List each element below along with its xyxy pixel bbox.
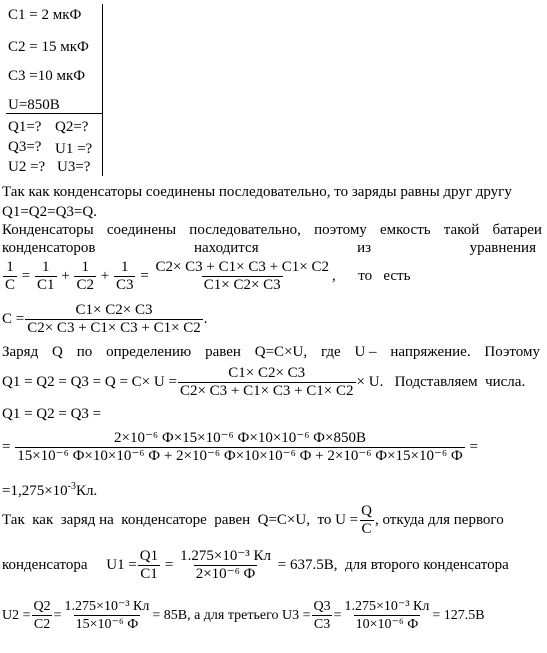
word: из xyxy=(357,240,372,256)
text-line-2: Q1=Q2=Q3=Q. xyxy=(2,204,97,220)
fraction: $\frac{1}{C1}$ xyxy=(36,259,55,293)
u1-line: конденсатора U1 = $\frac{Q1}{C1}$ = $\frac{\text{1.275×10⁻³ Кл}}{\text{2×10⁻⁶ Ф}}$ = 637.5В , для второго конденсатора xyxy=(2,548,509,582)
word: Q=C×U, xyxy=(254,344,308,360)
fraction: $\frac{Q3}{C3}$ xyxy=(313,599,331,632)
equation-numeric: = 2×10⁻⁶ Ф×15×10⁻⁶ Ф×10×10⁻⁶ Ф×850В 15×10⁻⁶ Ф×10×10⁻⁶ Ф + 2×10⁻⁶ Ф×10×10⁻⁶ Ф + 2×10⁻⁶ Ф×15×10⁻⁶ Ф = xyxy=(2,430,478,464)
given-c2: C2 = 15 мкФ xyxy=(8,39,89,55)
given-c1: C1 = 2 мкФ xyxy=(8,7,82,23)
voltage-definition-line xyxy=(2,503,504,538)
word: емкость xyxy=(380,222,431,238)
text-line-3 xyxy=(2,222,542,239)
find-u1: U1 =? xyxy=(55,141,93,157)
word: находится xyxy=(193,240,259,256)
c-lhs: C = xyxy=(2,311,25,327)
result-line xyxy=(2,482,97,500)
given-c3: C3 =10 мкФ xyxy=(8,68,86,84)
fraction: $\frac{Q2}{C2}$ xyxy=(33,599,51,632)
u1-lhs: U1 = xyxy=(106,557,137,573)
text-charge-definition xyxy=(2,344,540,361)
a-dlya-tretyego-text: , а для третьего xyxy=(187,607,279,623)
fraction: $\frac{1}{C2}$ xyxy=(76,259,94,293)
find-u3: U3=? xyxy=(57,159,91,175)
u2-u3-line: U2 = $\frac{Q2}{C2}$ = $\frac{\text{1.275×10⁻³ Кл}}{\text{15×10⁻⁶ Ф}}$ = 85В , а для третьего U3 = $\frac{Q3}{C3}$ = $\frac{\text{1.275×10⁻³ Кл}}{\text{10×10⁻⁶ Ф}}$ = 127.5В xyxy=(2,599,485,632)
word: такой xyxy=(443,222,480,238)
u3-value: = 127.5В xyxy=(432,607,485,623)
result-unit: Кл. xyxy=(76,483,98,499)
u2-lhs: U2 = xyxy=(2,607,31,623)
otkuda-text: , откуда для первого xyxy=(374,512,504,528)
find-u2: U2 =? xyxy=(8,159,46,175)
fraction: $\frac{\text{1.275×10⁻³ Кл}}{\text{15×10⁻⁶ Ф}}$ xyxy=(64,599,150,632)
tak-kak-text: Так как заряд на конденсаторе равен Q=C×U, то xyxy=(2,512,332,528)
u2-value: = 85В xyxy=(152,607,188,623)
given-u: U=850В xyxy=(8,97,60,113)
word: Поэтому xyxy=(484,344,540,360)
fraction: $\frac{1}{C}$ xyxy=(5,259,16,293)
word: батареи xyxy=(492,222,542,238)
fraction: $\frac{Q1}{C1}$ xyxy=(139,548,159,582)
word: поэтому xyxy=(314,222,367,238)
word: напряжение. xyxy=(390,344,471,360)
equation-charge: Q1 = Q2 = Q3 = Q = C× U = $\frac{C1\times C2\times C3}{C2\times C3 + C1\times C3 + C1\times C2}$ × U . Подставляем числа. xyxy=(2,365,526,399)
fraction: $\frac{C1\times C2\times C3}{C2\times C3 + C1\times C3 + C1\times C2}$ xyxy=(27,302,201,336)
kondensatora-text: конденсатора xyxy=(2,557,88,573)
find-q3: Q3=? xyxy=(8,139,42,155)
find-q1: Q1=? xyxy=(8,119,42,135)
fraction: $\frac{C2\times C3 + C1\times C3 + C1\times C2}{C1\times C2\times C3}$ xyxy=(155,259,330,293)
word: равен xyxy=(205,344,241,360)
given-divider-vertical xyxy=(102,4,103,176)
q-tail: × U xyxy=(356,374,380,390)
word: конденсаторов xyxy=(2,240,96,256)
word: уравнения xyxy=(469,240,536,256)
fraction: $\frac{1}{C3}$ xyxy=(115,259,134,293)
word: U – xyxy=(354,344,377,360)
substitute-text: Подставляем числа. xyxy=(394,374,526,390)
word: определению xyxy=(106,344,192,360)
word: по xyxy=(76,344,93,360)
result-exponent: -3 xyxy=(67,481,77,492)
word: Конденсаторы xyxy=(2,222,94,238)
fraction: 2×10⁻⁶ Ф×15×10⁻⁶ Ф×10×10⁻⁶ Ф×850В 15×10⁻⁶ Ф×10×10⁻⁶ Ф + 2×10⁻⁶ Ф×10×10⁻⁶ Ф + 2×10⁻⁶ Ф×15×10⁻⁶ Ф xyxy=(17,430,463,464)
q-lhs: Q1 = Q2 = Q3 = Q = C× U = xyxy=(2,374,177,390)
word: Q xyxy=(52,344,63,360)
word: где xyxy=(320,344,341,360)
word: последовательно, xyxy=(189,222,301,238)
equation-capacitance: C = $\frac{C1\times C2\times C3}{C2\times C3 + C1\times C3 + C1\times C2}$ . xyxy=(2,302,208,336)
u1-value: = 637.5В xyxy=(277,557,334,573)
u-lhs: U = xyxy=(335,512,359,528)
find-q2: Q2=? xyxy=(55,119,89,135)
fraction: $\frac{C1\times C2\times C3}{C2\times C3 + C1\times C3 + C1\times C2}$ xyxy=(179,365,354,399)
word: соединены xyxy=(106,222,177,238)
text-line-4 xyxy=(2,240,536,257)
q-equals-start: Q1 = Q2 = Q3 = xyxy=(2,406,102,422)
text-line-1: Так как конденсаторы соединены последовательно, то заряды равны друг другу xyxy=(2,184,512,200)
u3-lhs: U3 = xyxy=(281,607,311,623)
fraction: $\frac{Q}{C}$ xyxy=(361,503,372,537)
result-value: =1,275×10 xyxy=(2,483,68,499)
fraction: $\frac{\text{1.275×10⁻³ Кл}}{\text{2×10⁻⁶ Ф}}$ xyxy=(180,548,271,582)
dlya-vtorogo-text: , для второго конденсатора xyxy=(333,557,509,573)
equation-inverse-capacitance: $\frac{1}{C}$ = $\frac{1}{C1}$ + $\frac{1}{C2}$ + $\frac{1}{C3}$ = $\frac{C2\times C3 + C1\times C3 + C1\times C2}{C1\times C2\times C3}$ , то есть xyxy=(5,259,411,293)
to-est-text: то есть xyxy=(358,268,411,284)
fraction: $\frac{\text{1.275×10⁻³ Кл}}{\text{10×10⁻⁶ Ф}}$ xyxy=(344,599,430,632)
word: Заряд xyxy=(2,344,39,360)
